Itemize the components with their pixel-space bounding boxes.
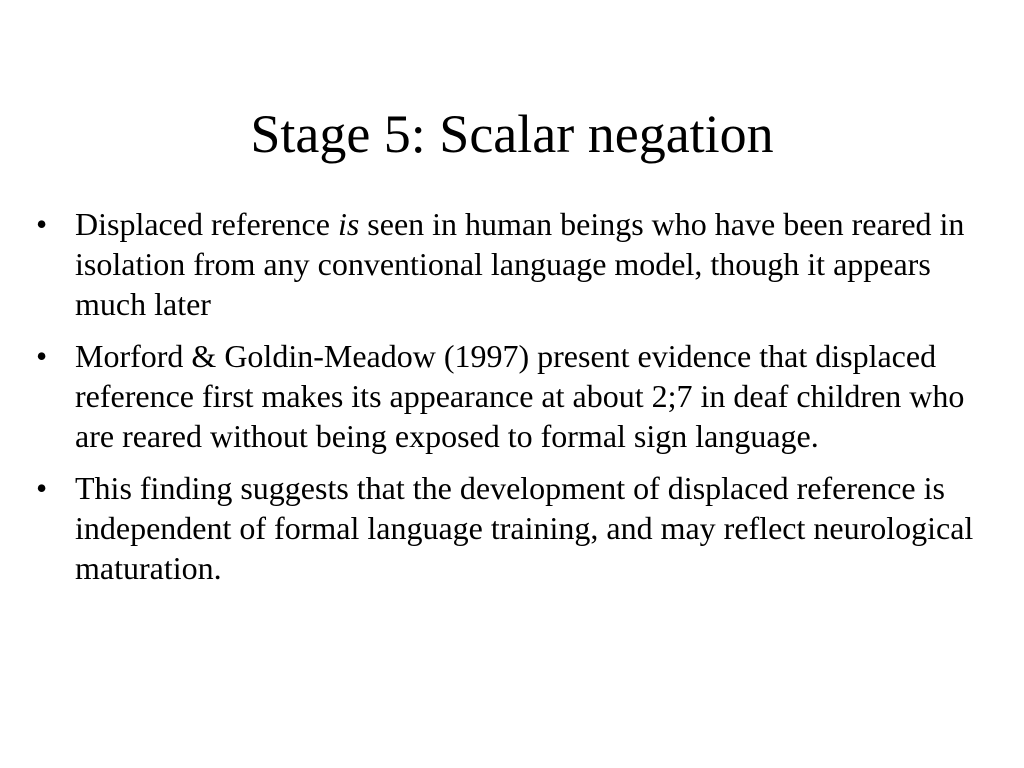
bullet-item-morford-goldin-meadow — [36, 336, 996, 456]
bullet-text — [75, 206, 964, 322]
bullet-dot-icon: • — [36, 470, 48, 506]
bullet-item-finding-suggests — [36, 468, 996, 588]
bullet-list — [36, 204, 996, 600]
bullet-text-start: Displaced reference — [75, 206, 338, 242]
bullet-dot-icon: • — [36, 206, 48, 242]
bullet-text-emphasis: is — [337, 206, 360, 242]
slide-title: Stage 5: Scalar negation — [250, 104, 774, 164]
bullet-text: Morford & Goldin-Meadow (1997) present evidence that displaced reference first makes its appearance at about 2;7 in deaf children who are reared without being exposed to formal sign language. — [75, 338, 965, 454]
bullet-dot-icon: • — [36, 338, 48, 374]
bullet-text: This finding suggests that the development of displaced reference is independent of formal language training, and may reflect neurological maturation. — [75, 470, 974, 586]
bullet-item-displaced-reference-isolation — [36, 204, 996, 324]
bullet-text-end: seen in human beings who have been reared in isolation from any conventional language model, though it appears much later — [75, 206, 965, 322]
